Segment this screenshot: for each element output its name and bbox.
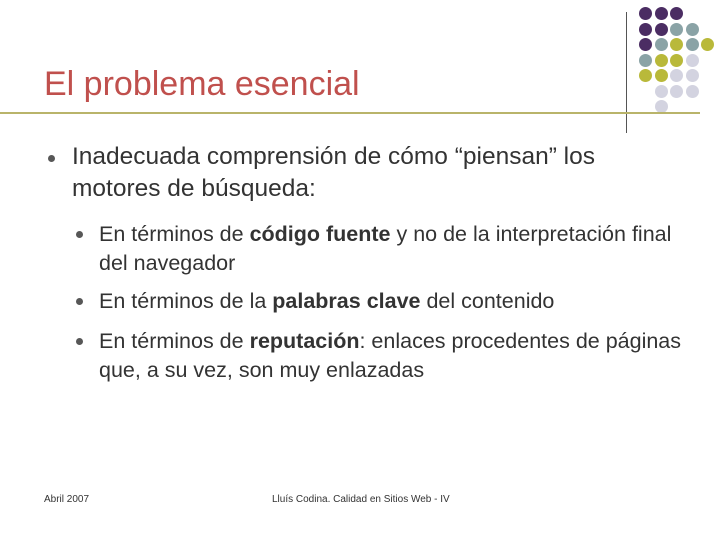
decorative-dot bbox=[670, 85, 683, 98]
sub-bullet-suffix: : enlaces procedentes de páginas que, a su vez, son muy enlazadas bbox=[99, 329, 682, 382]
decorative-dot bbox=[686, 69, 699, 82]
decorative-dot bbox=[670, 54, 683, 67]
decorative-dot bbox=[655, 7, 668, 20]
decorative-dot bbox=[655, 23, 668, 36]
decorative-dot bbox=[655, 38, 668, 51]
sub-bullet-text bbox=[99, 220, 684, 278]
decorative-dot bbox=[639, 38, 652, 51]
decorative-dot bbox=[639, 69, 652, 82]
sub-bullet-suffix: del contenido bbox=[420, 289, 555, 313]
decorative-dot bbox=[670, 23, 683, 36]
sub-bullet-prefix: En términos de la bbox=[99, 289, 273, 313]
decorative-dot bbox=[670, 69, 683, 82]
decorative-dot bbox=[655, 54, 668, 67]
sub-bullet-text bbox=[99, 287, 684, 316]
decorative-dot-grid bbox=[639, 7, 720, 115]
sub-bullet-prefix: En términos de bbox=[99, 222, 250, 246]
slide-title: El problema esencial bbox=[44, 65, 360, 103]
decorative-dot bbox=[686, 85, 699, 98]
sub-bullet-emphasis: palabras clave bbox=[272, 289, 421, 313]
bullet-icon bbox=[48, 155, 55, 162]
decorative-dot bbox=[655, 85, 668, 98]
vertical-divider bbox=[626, 12, 627, 133]
sub-bullet-prefix: En términos de bbox=[99, 329, 250, 353]
sub-bullet-suffix: y no de la interpretación final del navegador bbox=[99, 222, 672, 275]
decorative-dot bbox=[686, 38, 699, 51]
decorative-dot bbox=[701, 38, 714, 51]
sub-bullet-emphasis: reputación bbox=[249, 329, 360, 353]
decorative-dot bbox=[686, 54, 699, 67]
decorative-dot bbox=[686, 23, 699, 36]
main-bullet-text: Inadecuada comprensión de cómo “piensan” los motores de búsqueda: bbox=[72, 143, 595, 202]
decorative-dot bbox=[639, 7, 652, 20]
bullet-icon bbox=[76, 231, 83, 238]
bullet-icon bbox=[76, 298, 83, 305]
decorative-dot bbox=[655, 69, 668, 82]
footer-date: Abril 2007 bbox=[44, 494, 90, 505]
bullet-icon bbox=[76, 338, 83, 345]
title-underline bbox=[0, 112, 700, 114]
footer-credit: Lluís Codina. Calidad en Sitios Web - IV bbox=[272, 494, 450, 505]
decorative-dot bbox=[639, 23, 652, 36]
sub-bullet-text bbox=[99, 327, 684, 385]
sub-bullet-emphasis: código fuente bbox=[249, 222, 391, 246]
decorative-dot bbox=[670, 38, 683, 51]
decorative-dot bbox=[639, 54, 652, 67]
decorative-dot bbox=[670, 7, 683, 20]
